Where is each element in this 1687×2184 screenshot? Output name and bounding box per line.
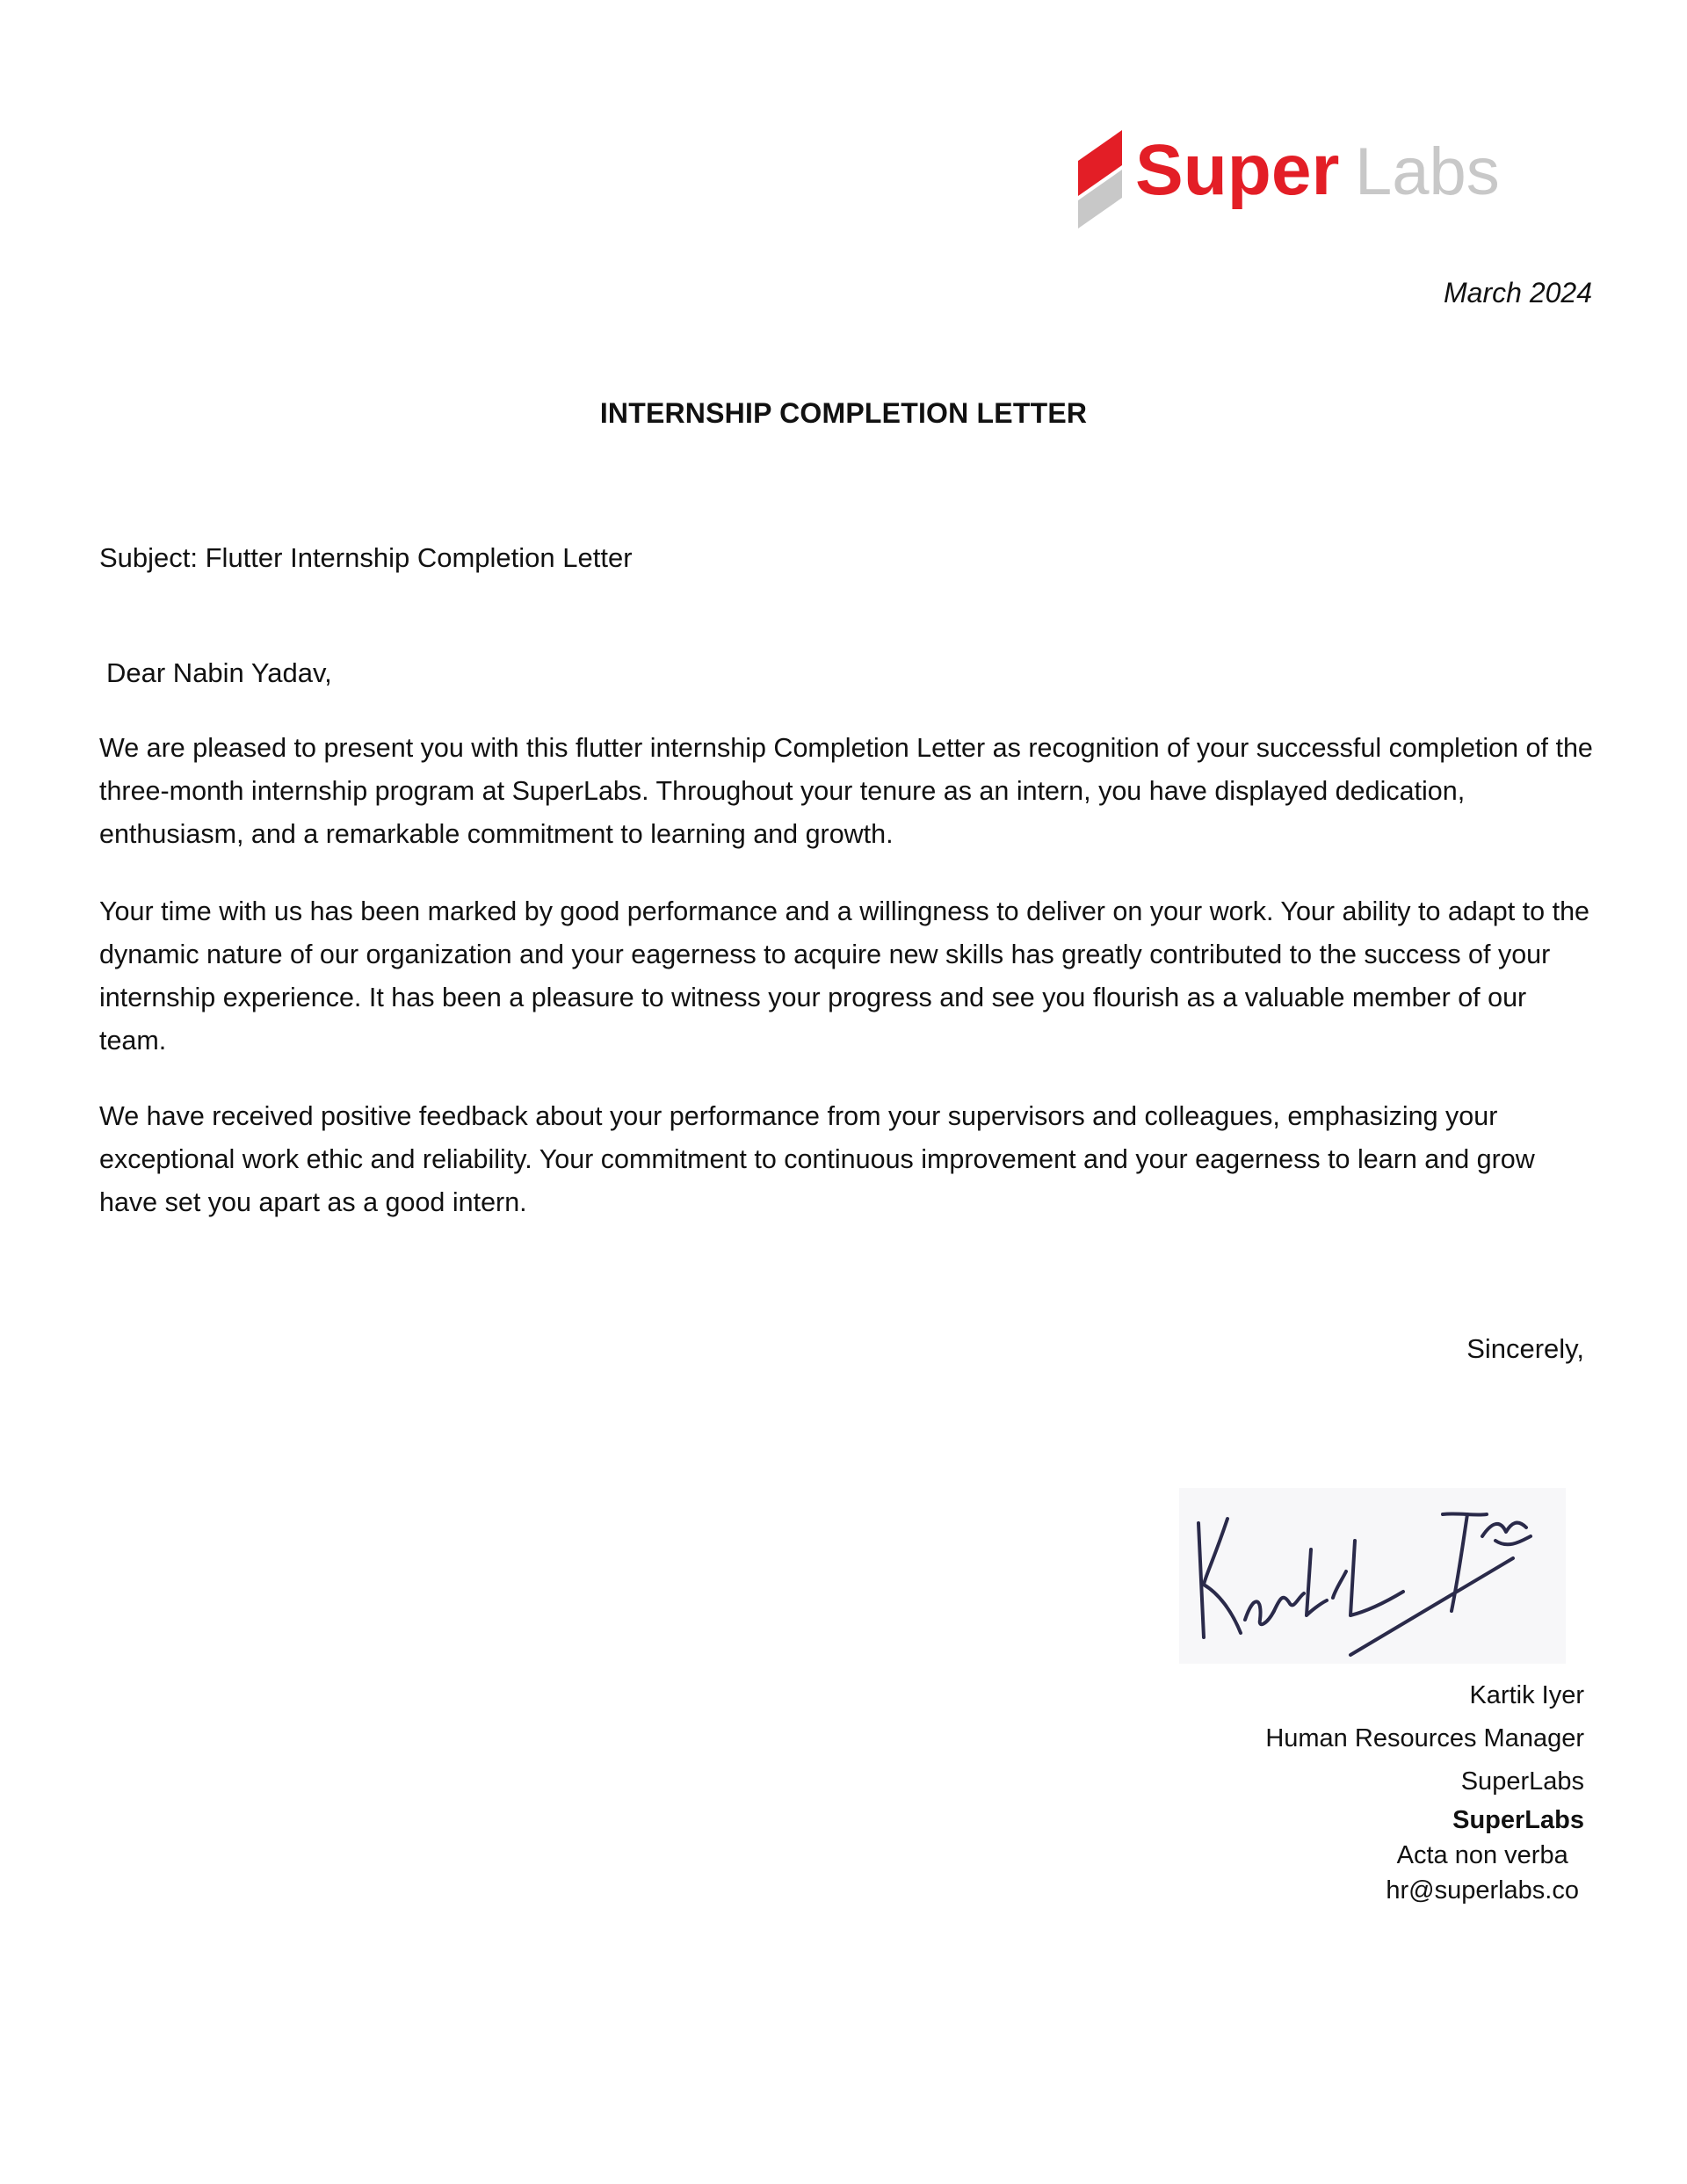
letter-date: March 2024 [1444, 277, 1592, 308]
signatory-block [1265, 1674, 1584, 1803]
signature-image [1179, 1488, 1566, 1664]
signatory-name: Kartik Iyer [1469, 1681, 1584, 1709]
body-paragraph-3: We have received positive feedback about your performance from your supervisors and colleagues, emphasizing your exceptional work ethic and reliability. Your commitment to continuous improvement and your eagerness to learn and grow have set you apart as a good intern. [99, 1101, 1535, 1217]
superlabs-logo [1074, 126, 1566, 236]
footer-email[interactable]: hr@superlabs.co [1386, 1876, 1579, 1905]
signatory-role: Human Resources Manager [1265, 1724, 1584, 1752]
body-paragraph-2: Your time with us has been marked by good performance and a willingness to deliver on your work. Your ability to adapt to the dynamic nature of our organization and your eagerness to acquire new skills has greatly contributed to the success of your internship experience. It has been a pleasure to witness your progress and see you flourish as a valuable member of our team. [99, 896, 1589, 1056]
logo-text-super: Super [1135, 130, 1340, 210]
footer-motto: Acta non verba [1396, 1841, 1568, 1869]
letter-title: INTERNSHIP COMPLETION LETTER [599, 397, 1088, 429]
body-paragraph-1: We are pleased to present you with this flutter internship Completion Letter as recognition of your successful completion of the three-month internship program at SuperLabs. Throughout your tenure as an intern, you have displayed dedication, enthusiasm, and a remarkable commitment to learning and growth. [99, 733, 1593, 849]
company-footer [1386, 1803, 1584, 1908]
closing: Sincerely, [1466, 1333, 1584, 1364]
logo-text-labs: Labs [1355, 134, 1500, 209]
footer-company: SuperLabs [1452, 1806, 1584, 1834]
letter-subject: Subject: Flutter Internship Completion Letter [99, 542, 633, 573]
salutation: Dear Nabin Yadav, [106, 657, 332, 688]
signatory-company: SuperLabs [1460, 1767, 1584, 1796]
